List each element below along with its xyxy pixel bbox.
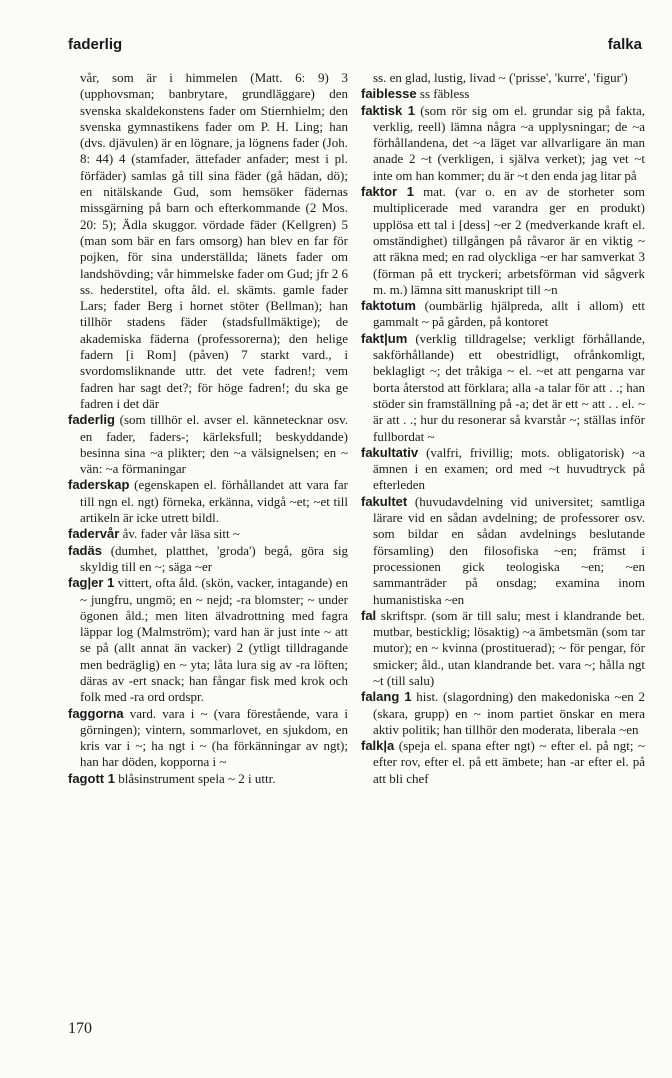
dictionary-entry <box>361 330 645 445</box>
entry-headword: faktor 1 <box>361 184 414 200</box>
dictionary-entry <box>361 689 645 738</box>
dictionary-entry <box>361 444 645 494</box>
entry-definition: (speja el. spana efter ngt) ~ efter el. på ngt; ~ efter rov, efter el. på ett ämbete; han -ar efter el. på att bli chef <box>373 738 645 786</box>
dictionary-entry <box>68 705 348 771</box>
dictionary-entry <box>68 770 348 787</box>
dictionary-entry <box>68 526 348 542</box>
entry-headword: fadäs <box>68 542 102 558</box>
entry-headword: fadervår <box>68 526 120 542</box>
entry-definition: vittert, ofta åld. (skön, vacker, intagande) en ~ jungfru, ungmö; en ~ nejd; -ra blomster; ~ under ögonen åld.; men liten älvadrottning med fagra läppar log (Malmström); vard han är just inte ~ att se på (allt annat än vacker) 2 (ytligt tilldragande men bedräglig) en ~ yta; låta lura sig av -ra löften; däras av -ert snack; han fångar fisk med krok och folk med -ra ord ordspr. <box>80 575 348 705</box>
entry-headword: fal <box>361 607 377 623</box>
dictionary-entry <box>80 70 348 412</box>
right-column <box>361 70 645 787</box>
page-number: 170 <box>68 1020 92 1037</box>
entry-definition: vard. vara i ~ (vara förestående, vara i görningen); vintern, sommarlovet, en sjukdom, en kris var i ~; ha ngt i ~ (ha förkänningar av ngt); han har döden, kopporna i ~ <box>80 705 348 770</box>
entry-headword: falk|a <box>361 738 395 754</box>
entry-headword: falang 1 <box>361 689 412 705</box>
entry-definition: (som rör sig om el. grundar sig på fakta, verklig, reell) lämna några ~a upplysningar; de ~a förhållandena, det ~a läget var allvarligare än man anade 2 ~t (verkligen, i själva verket); jag vet ~t inte om han kommer; du är ~t den enda jag litar på <box>373 102 645 183</box>
entry-definition: (verklig tilldragelse; verkligt förhållande, sakförhållande) ett obestridligt, ofrånkomligt, beklagligt ~; det tråkiga ~ el. ~et att pengarna var borta återstod att förklara; alla -a talar för att . .; han stöder sin framställning på -a; det är ett ~ att . . el. ~ är att . .; hur du resonerar så kvarstår ~; ställas inför fullbordat ~ <box>373 330 645 444</box>
entry-headword: fakultet <box>361 493 408 509</box>
entry-definition: hist. (slagordning) den makedoniska ~en 2 (skara, grupp) en ~ inom partiet önskar en mera aktiv politik; han tillhör den moderata, liberala ~en <box>373 689 645 737</box>
dictionary-entry <box>361 184 645 298</box>
entry-headword: faktotum <box>361 298 416 314</box>
entry-definition: ss fäbless <box>416 86 470 102</box>
entry-headword: fakultativ <box>361 444 419 460</box>
entry-headword: fakt|um <box>361 330 408 346</box>
entry-headword: faktisk 1 <box>361 102 416 118</box>
entry-headword: fag|er 1 <box>68 575 115 591</box>
dictionary-entry <box>361 86 645 102</box>
entry-definition: (som tillhör el. avser el. kännetecknar osv. en fader, faders-; kärleksfull; beskyddande) besinna sina ~a plikter; den ~a välsignelsen; en ~ vän: ~a förmaningar <box>80 412 348 477</box>
dictionary-entry <box>373 70 645 86</box>
entry-headword: fagott 1 <box>68 770 115 786</box>
entry-definition: (oumbärlig hjälpreda, allt i allom) ett gammalt ~ på gården, på kontoret <box>373 298 645 330</box>
entry-definition: mat. (var o. en av de storheter som multiplicerade med varandra ger en produkt) upplösa ett tal i [dess] ~er 2 (medverkande kraft el. omständighet) tillgången på råvaror är en viktig ~ att räkna med; en rad olyckliga ~er har samverkat 3 (förman på ett tryckeri; arbetsförman vid sågverk m. m.) lämna sitt manuskript till ~n <box>373 184 645 297</box>
entry-headword: faiblesse <box>361 86 417 102</box>
right-guideword: falka <box>607 36 642 53</box>
dictionary-entry <box>361 738 645 787</box>
entry-definition: (dumhet, platthet, 'groda') begå, göra sig skyldig till en ~; säga ~er <box>80 542 348 574</box>
entry-headword: faderskap <box>68 477 130 493</box>
entry-definition: skriftspr. (som är till salu; mest i klandrande bet. mutbar, besticklig; lösaktig) ~a ämbetsmän (som tar mutor); en ~ kvinna (prostituerad); ~ för pengar, för smicker; åld., utan klandrande bet. vara ~; hålla ngt ~t (till salu) <box>373 607 645 688</box>
entry-definition: (huvudavdelning vid universitet; samtliga lärare vid en sådan avdelning; de professorer osv. som bildar en sådan avdelnings beslutande församling) den filosofiska ~en; främst i processionen gick teologiska ~en; ~en sammanträder på onsdag; examina inom humanistiska ~en <box>373 493 645 607</box>
entry-definition: blåsinstrument spela ~ 2 i uttr. <box>114 770 276 786</box>
entry-headword: faggorna <box>68 705 124 721</box>
entry-definition: åv. fader vår läsa sitt ~ <box>119 526 240 542</box>
dictionary-entry <box>361 298 645 331</box>
dictionary-entry <box>68 575 348 705</box>
left-guideword: faderlig <box>68 36 123 53</box>
entry-definition: (valfri, frivillig; mots. obligatorisk) ~a ämnen i en examen; ord med ~t huvudtryck på efterleden <box>373 444 645 493</box>
dictionary-entry <box>361 607 645 689</box>
entry-definition: vår, som är i himmelen (Matt. 6: 9) 3 (upphovsman; banbrytare, grundläggare) den svenska skaldekonstens fader om Stiernhielm; den svenska gymnastikens fader om P. H. Ling; han (dvs. djävulen) är en lögnare, ja lögnens fader (Joh. 8: 44) 4 (stamfader, ättefader anfader; mest i pl. förfäder) samlas gå till sina fäder (gå hädan, dö); en nitälskande Gud, som hemsöker fädernas missgärning på barn och efterkommande (2 Mos. 20: 5); Ädla skuggor. vördade fäder (Kellgren) 5 (man som bär en fars omsorg) han blev en far för pojken, för sina underställda; länets fader om landshövding; vår himmelske fader om Gud; jfr 2 6 ss. hederstitel, ofta åld. el. skämts. gamle fader Lars; fader Berg i hornet stöter (Bellman); han tillhör stadens fäder (stadsfullmäktige); de akademiska fäderna (professorerna); den helige fadern [i Rom] (påven) 7 starkt vard., i svordomsliknande uttr. det vete fadren!; vem fadren har sagt det?; för höge fadren!; du ska ge fadren i det där <box>80 70 348 411</box>
entry-definition: ss. en glad, lustig, livad ~ ('prisse', 'kurre', 'figur') <box>373 70 628 85</box>
entry-definition: (egenskapen el. förhållandet att vara far till ngn el. ngt) förneka, erkänna, vidgå ~et; ~et till artikeln är icke utrett bildl. <box>80 477 348 526</box>
dictionary-entry <box>68 542 348 576</box>
left-column <box>68 70 348 787</box>
dictionary-entry <box>361 102 645 184</box>
dictionary-entry <box>68 412 348 477</box>
entry-headword: faderlig <box>68 412 115 428</box>
dictionary-entry <box>361 493 645 608</box>
dictionary-entry <box>68 477 348 526</box>
